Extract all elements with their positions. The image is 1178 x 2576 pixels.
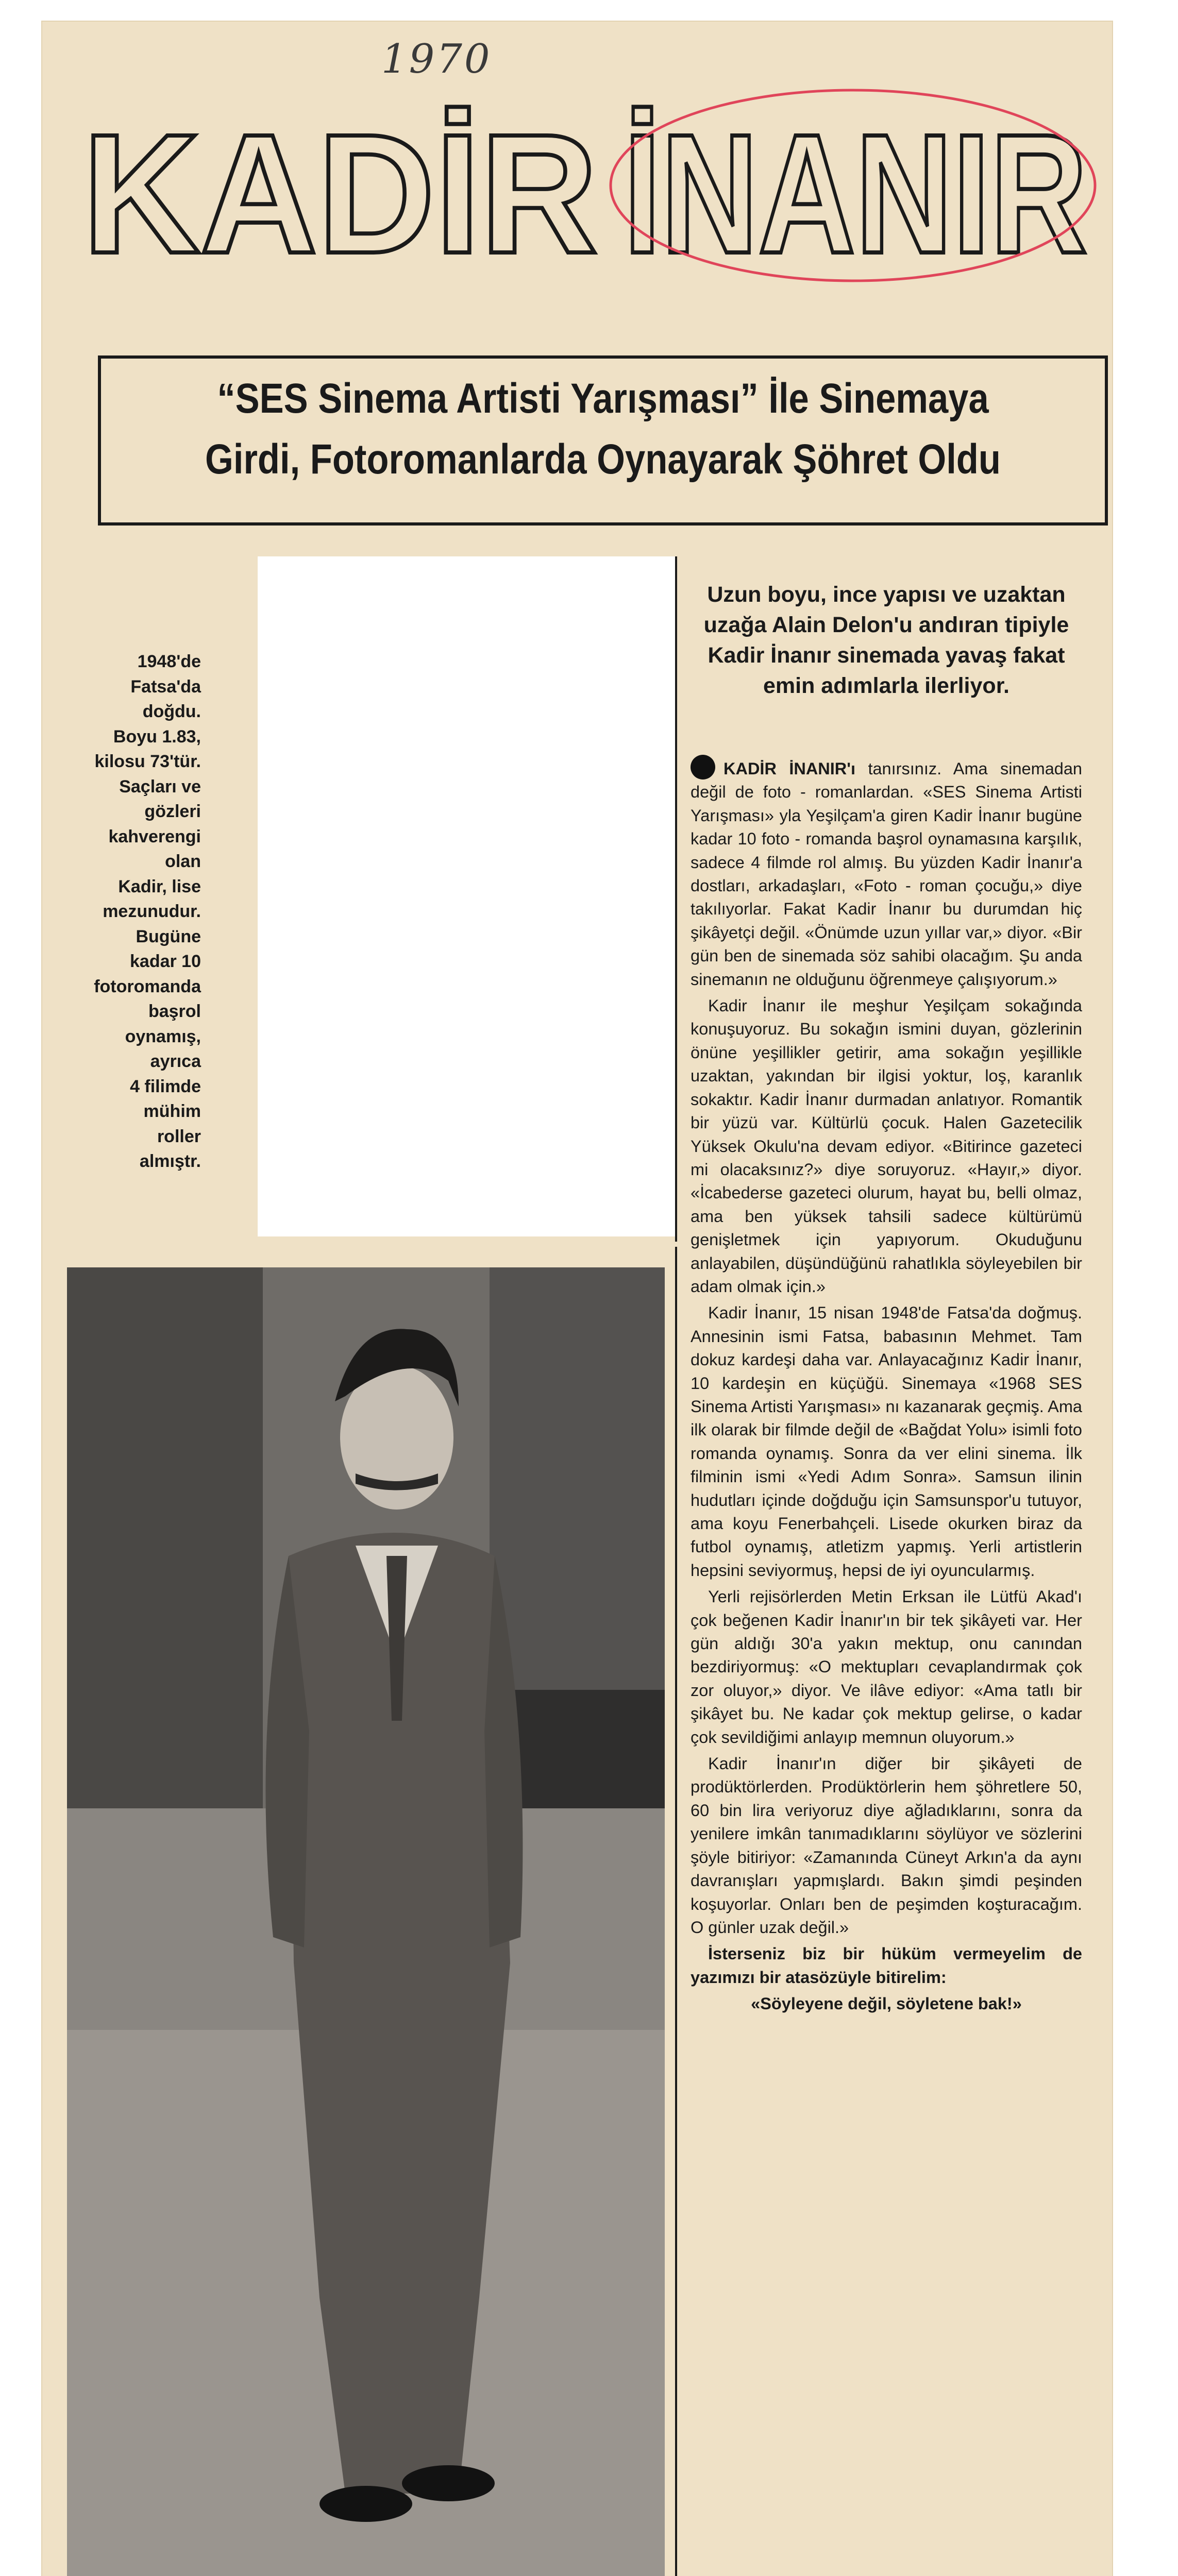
article-closing-proverb: «Söyleyene değil, söyletene bak!» (751, 1994, 1022, 2013)
headline-line-2: Girdi, Fotoromanlarda Oynayarak Şöhret Oldu (205, 436, 1001, 483)
cutout-blank-area (258, 556, 675, 1236)
headline-line-1: “SES Sinema Artisti Yarışması” İle Sinemaya (217, 375, 989, 422)
masthead (82, 88, 1103, 330)
masthead-lettering (82, 88, 1103, 330)
article-paragraph-1-text: tanırsınız. Ama sinemadan değil de foto - romanlardan. «SES Sinema Artisti Yarışması» yla Yeşilçam'a giren Kadir İnanır bugüne kadar 10 foto - romanda başrol oynamasına karşılık, sadece 4 filmde rol almış. Bu yüzden Kadir İnanır'a dostları, arkadaşları, «Foto - roman çocuğu,» diye takılıyorlar. Fakat Kadir İnanır bu durumdan hiç şikâyetçi değil. «Önümde uzun yıllar var,» diyor. «Bir gün ben de sinemada söz sahibi olacağım. Şu anda sinemanın ne olduğunu öğrenmeye çalışıyorum.» (691, 759, 1083, 989)
article-paragraph-5: Kadir İnanır'ın diğer bir şikâyeti de prodüktörlerden. Prodüktörlerin hem şöhretlere 50, 60 bin lira veriyoruz diye ağladıklarını, sonra da yenilere imkân tanımadıklarını söylüyor ve sözlerini şöyle bitiriyor: «Zamanında Cüneyt Arkın'a da aynı davranışları yapmışlardı. Bakın şimdi peşinden koşuyorlar. Onları ben de peşimden koşturacağım. O günler uzak değil.» (691, 1754, 1082, 1937)
handwritten-year: 1970 (381, 36, 492, 82)
column-rule-bottom (675, 1247, 677, 2576)
headline (169, 368, 1037, 490)
column-rule-top (675, 556, 677, 1242)
article-paragraph-3: Kadir İnanır, 15 nisan 1948'de Fatsa'da doğmuş. Annesinin ismi Fatsa, babasının Mehmet. Tam dokuz kardeşi daha var. Anlayacağınız Kadir İnanır, 10 kardeşin en küçüğü. Sinemaya «1968 SES Sinema Artisti Yarışması» nı kazanarak geçmiş. Ama ilk olarak bir filmde değil de «Bağdat Yolu» isimli foto romanda oynamış. Sonra da ver elini sinema. İlk filminin ismi «Yedi Adım Sonra». Samsun ilinin hudutları içinde doğduğu için Samsunspor'u tutuyor, ama koyu Fenerbahçeli. Lisede okurken biraz da futbol oynamış, atletizm yapmış. Yerli artistlerin hepsini seviyormuş, hepsi de iyi oyuncularmış. (691, 1303, 1082, 1580)
article-paragraph-4: Yerli rejisörlerden Metin Erksan ile Lütfü Akad'ı çok beğenen Kadir İnanır'ın bir tek şikâyeti var. Her gün aldığı 30'a yakın mektup, onu canından bezdiriyormuş: «O mektupları cevaplandırmak çok zor oluyor,» diyor. Ve ilâve ediyor: «Ama tatlı bir şikâyet bu. Ne kadar çok mektup gelirse, o kadar çok sevildiğimi anlayıp memnun oluyorum.» (691, 1587, 1082, 1747)
portrait-photo (67, 1267, 665, 2576)
masthead-first-name: KADİR (82, 98, 598, 289)
bullet-icon (691, 755, 715, 779)
article-paragraph-1 (691, 755, 1082, 991)
portrait-illustration (67, 1267, 665, 2576)
article-byline: KADİR İNANIR'ı (723, 759, 856, 778)
masthead-last-name: İNANIR (624, 98, 1087, 289)
article-paragraph-6: İsterseniz biz bir hüküm vermeyelim de yazımızı bir atasözüyle bitirelim: (691, 1944, 1082, 1987)
article-paragraph-2: Kadir İnanır ile meşhur Yeşilçam sokağında konuşuyoruz. Bu sokağın ismini duyan, gözlerinin önüne yeşillikler getirir, ama sokağın yeşillikle uzaktan, yakından bir ilgisi yoktur, loş, karanlık sokaktır. Kadir İnanır durmadan anlatıyor. Romantik bir yüzü var. Kültürlü çocuk. Halen Gazetecilik Yüksek Okulu'na devam ediyor. «Bitirince gazeteci mi olacaksınız?» diye soruyoruz. «Hayır,» diyor. «İcabederse gazeteci olurum, hayat bu, belli olmaz, ama ben yüksek tahsili sadece kültürümü genişletmek için yapıyorum. Okuduğunu anlayabilen, düşündüğünü rahatlıkla söyleyebilen bir adam olmak için.» (691, 996, 1082, 1296)
sidebar-facts: 1948'de Fatsa'da doğdu. Boyu 1.83, kilosu 73'tür. Saçları ve gözleri kahverengi olan Kadir, lise mezunudur. Bugüne kadar 10 fotoromanda başrol oynamış, ayrıca 4 filimde mühim roller almıştr. (94, 652, 201, 1171)
deck-text: Uzun boyu, ince yapısı ve uzaktan uzağa Alain Delon'u andıran tipiyle Kadir İnanır sinemada yavaş fakat emin adımlarla ilerliyor. (703, 582, 1069, 698)
article-body (691, 755, 1082, 2019)
